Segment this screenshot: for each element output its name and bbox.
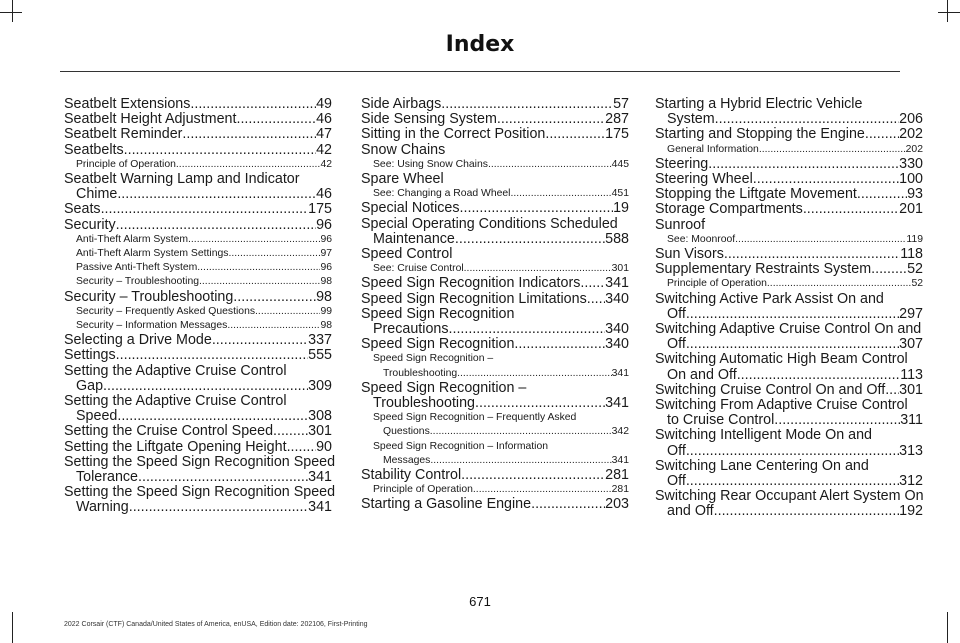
index-subentry — [655, 143, 923, 157]
index-entry-label: Questions — [383, 426, 430, 438]
index-page-ref: 341 — [605, 275, 629, 292]
dot-leader — [708, 157, 899, 172]
dot-leader — [774, 413, 900, 428]
index-entry-label: Messages — [383, 454, 431, 466]
index-entry — [64, 218, 332, 233]
dot-leader — [464, 262, 612, 276]
dot-leader — [724, 247, 900, 262]
index-page-ref: 96 — [320, 262, 332, 274]
dot-leader — [715, 112, 899, 127]
index-column-1 — [64, 96, 336, 516]
index-subentry — [655, 233, 923, 247]
index-entry-label: Anti-Theft Alarm System Settings — [76, 248, 229, 260]
index-entry — [64, 112, 332, 127]
index-entry-label: Off — [667, 305, 686, 322]
index-entry-label: Starting a Gasoline Engine — [361, 496, 532, 513]
index-page-ref: 588 — [605, 230, 629, 247]
index-subentry — [64, 233, 332, 247]
dot-leader — [117, 187, 316, 202]
index-page-ref: 119 — [906, 233, 923, 245]
index-page-ref: 96 — [320, 233, 332, 245]
index-entry-label: Seats — [64, 201, 101, 218]
dot-leader — [753, 172, 899, 187]
index-entry-label: Switching Cruise Control On and Off — [655, 381, 886, 398]
index-page-ref: 341 — [611, 367, 629, 379]
index-entry-label: Seatbelts — [64, 141, 124, 158]
index-entry-label: General Information — [667, 143, 759, 155]
dot-leader — [461, 468, 605, 483]
index-subentry — [64, 247, 332, 261]
index-entry-label: Selecting a Drive Mode — [64, 332, 212, 349]
index-entry-label: Setting the Liftgate Opening Height — [64, 438, 287, 455]
index-subentry — [361, 352, 629, 380]
index-entry — [64, 333, 332, 348]
index-page-ref: 175 — [308, 201, 332, 218]
index-page-ref: 313 — [899, 442, 923, 459]
index-entry-label: Security – Troubleshooting — [64, 288, 234, 305]
index-entry-label: Principle of Operation — [667, 278, 767, 290]
index-entry-label: Troubleshooting — [373, 395, 475, 412]
dot-leader — [101, 202, 309, 217]
index-page-ref: 42 — [316, 141, 332, 158]
index-entry — [655, 398, 923, 428]
index-subentry — [64, 261, 332, 275]
index-entry — [655, 322, 923, 352]
title-divider — [60, 71, 900, 72]
index-entry — [361, 468, 629, 483]
index-page-ref: 97 — [320, 248, 332, 260]
index-page-ref: 281 — [611, 484, 629, 496]
index-entry-heading: Setting the Adaptive Cruise Control — [64, 393, 287, 410]
dot-leader — [188, 233, 320, 247]
crop-mark-top-left-horizontal — [0, 12, 22, 13]
index-page-ref: 287 — [605, 111, 629, 128]
crop-mark-top-right-vertical — [947, 0, 948, 22]
index-entry-heading: Switching Active Park Assist On and — [655, 290, 884, 307]
index-subentry — [64, 158, 332, 172]
index-page-ref: 98 — [320, 320, 332, 332]
index-entry-label: Chime — [76, 186, 118, 203]
index-entry-heading: Setting the Adaptive Cruise Control — [64, 362, 287, 379]
index-entry — [64, 172, 332, 202]
dot-leader — [212, 333, 308, 348]
index-entry — [64, 97, 332, 112]
index-entry — [655, 247, 923, 262]
index-entry — [655, 383, 923, 398]
index-entry — [361, 292, 629, 307]
index-entry — [64, 484, 336, 516]
index-page-ref: 342 — [611, 426, 629, 438]
index-entry-label: Speed Sign Recognition Indicators — [361, 275, 581, 292]
index-entry — [64, 143, 332, 158]
dot-leader — [473, 483, 612, 497]
index-page-ref: 113 — [900, 366, 923, 383]
index-page-ref: 47 — [316, 126, 332, 143]
index-entry-label: Sun Visors — [655, 246, 724, 263]
index-page-ref: 202 — [905, 143, 923, 155]
index-entry-label: Special Notices — [361, 200, 460, 217]
index-page-ref: 555 — [308, 347, 332, 364]
index-entry — [64, 202, 332, 217]
index-entry-heading: Switching Lane Centering On and — [655, 457, 869, 474]
index-entry — [655, 187, 923, 202]
dot-leader — [287, 440, 317, 455]
index-page-ref: 90 — [316, 438, 332, 455]
index-page-ref: 281 — [605, 467, 629, 484]
index-entry-heading: Starting a Hybrid Electric Vehicle — [655, 96, 863, 112]
index-entry-label: Security – Information Messages — [76, 320, 228, 332]
index-page-ref: 311 — [900, 412, 923, 429]
index-entry — [361, 127, 629, 142]
index-entry-label: Passive Anti-Theft System — [76, 262, 198, 274]
index-entry-label: Stopping the Liftgate Movement — [655, 186, 857, 203]
index-entry-heading: Switching Automatic High Beam Control — [655, 351, 908, 368]
dot-leader — [714, 504, 900, 519]
dot-leader — [767, 277, 912, 291]
index-subentry — [64, 305, 332, 319]
index-entry-heading: Switching Intelligent Mode On and — [655, 427, 872, 444]
index-entry — [64, 127, 332, 142]
index-entry-heading: Speed Sign Recognition – — [373, 353, 494, 365]
index-page-ref: 330 — [899, 155, 923, 172]
index-entry-label: Warning — [76, 499, 129, 516]
index-subentry — [361, 187, 629, 201]
index-entry-heading: Speed Sign Recognition – Frequently Asked — [373, 412, 577, 424]
index-entry-label: Security – Troubleshooting — [76, 276, 200, 288]
index-entry-label: Stability Control — [361, 467, 462, 484]
dot-leader — [199, 275, 320, 289]
index-entry — [655, 459, 923, 489]
dot-leader — [885, 383, 899, 398]
index-entry-label: Speed — [76, 408, 118, 425]
index-entry-label: Steering Wheel — [655, 171, 753, 188]
index-entry — [655, 428, 923, 458]
index-page-ref: 301 — [611, 263, 629, 275]
index-entry — [361, 247, 629, 262]
index-entry — [361, 97, 629, 112]
index-entry — [361, 201, 629, 216]
index-entry-label: Off — [667, 442, 686, 459]
index-page-ref: 341 — [308, 469, 332, 486]
dot-leader — [124, 143, 316, 158]
index-page-ref: 49 — [316, 96, 332, 112]
index-subentry — [361, 262, 629, 276]
dot-leader — [182, 127, 316, 142]
index-entry — [64, 348, 332, 363]
index-entry-heading: Setting the Speed Sign Recognition Speed — [64, 453, 336, 470]
index-entry-label: System — [667, 111, 715, 128]
index-page-ref: 99 — [320, 305, 332, 317]
index-subentry — [361, 440, 629, 468]
index-page-ref: 340 — [605, 290, 629, 307]
dot-leader — [228, 247, 320, 261]
index-subentry — [64, 275, 332, 289]
index-entry — [361, 497, 629, 512]
index-entry-label: Off — [667, 473, 686, 490]
dot-leader — [871, 262, 907, 277]
index-entry-label: Anti-Theft Alarm System — [76, 233, 189, 245]
dot-leader — [686, 474, 899, 489]
dot-leader — [759, 143, 906, 157]
dot-leader — [138, 470, 308, 485]
index-page-ref: 96 — [316, 216, 332, 233]
index-entry-label: Seatbelt Reminder — [64, 126, 183, 143]
index-subentry — [361, 411, 629, 439]
index-entry-label: Speed Sign Recognition Limitations — [361, 290, 587, 307]
index-page-ref: 46 — [316, 186, 332, 203]
index-entry — [361, 112, 629, 127]
index-page-ref: 341 — [611, 454, 629, 466]
index-entry — [655, 262, 923, 277]
index-entry — [655, 127, 923, 142]
index-page-ref: 118 — [900, 246, 923, 263]
crop-mark-top-right-horizontal — [938, 12, 960, 13]
crop-mark-bottom-left-vertical — [12, 612, 13, 643]
index-page-ref: 340 — [605, 336, 629, 353]
dot-leader — [197, 261, 320, 275]
index-page-ref: 297 — [899, 305, 923, 322]
dot-leader — [430, 425, 612, 439]
dot-leader — [587, 292, 605, 307]
index-entry-label: Spare Wheel — [361, 171, 444, 188]
index-entry-heading: Seatbelt Warning Lamp and Indicator — [64, 171, 300, 188]
dot-leader — [176, 158, 321, 172]
index-subentry — [361, 483, 629, 497]
dot-leader — [460, 201, 614, 216]
index-page-ref: 309 — [308, 377, 332, 394]
index-entry-heading: Special Operating Conditions Scheduled — [361, 215, 618, 232]
index-entry-label: to Cruise Control — [667, 412, 775, 429]
dot-leader — [116, 348, 308, 363]
index-entry — [64, 424, 332, 439]
dot-leader — [455, 232, 605, 247]
dot-leader — [449, 322, 606, 337]
dot-leader — [737, 368, 901, 383]
dot-leader — [735, 233, 906, 247]
index-page-ref: 175 — [605, 126, 629, 143]
index-entry-label: Security — [64, 216, 116, 233]
dot-leader — [545, 127, 605, 142]
dot-leader — [233, 290, 316, 305]
index-entry-label: Supplementary Restraints System — [655, 261, 872, 278]
dot-leader — [457, 367, 612, 381]
dot-leader — [116, 218, 316, 233]
index-page-ref: 341 — [605, 395, 629, 412]
index-entry — [655, 292, 923, 322]
index-page-ref: 307 — [899, 336, 923, 353]
dot-leader — [865, 127, 899, 142]
index-entry-label: Tolerance — [76, 469, 138, 486]
index-entry — [655, 97, 923, 127]
index-page-ref: 451 — [611, 188, 629, 200]
index-entry-heading: Speed Sign Recognition — [361, 305, 515, 322]
index-entry — [361, 381, 629, 411]
dot-leader — [236, 112, 316, 127]
index-entry — [64, 453, 336, 486]
index-entry — [361, 217, 629, 247]
index-entry-label: Maintenance — [373, 230, 455, 247]
index-entry-label: Settings — [64, 347, 116, 364]
index-entry-label: Speed Sign Recognition — [361, 336, 515, 353]
dot-leader — [273, 424, 308, 439]
index-entry — [361, 276, 629, 291]
index-page-ref: 98 — [320, 276, 332, 288]
index-page-ref: 202 — [899, 126, 923, 143]
index-entry-label: See: Moonroof — [667, 233, 736, 245]
index-entry-label: Seatbelt Height Adjustment — [64, 111, 237, 128]
index-page-ref: 52 — [911, 278, 923, 290]
index-entry-label: Storage Compartments — [655, 201, 803, 218]
index-entry — [361, 143, 629, 158]
index-entry — [655, 218, 923, 233]
index-entry-label: Snow Chains — [361, 141, 446, 158]
index-page-ref: 100 — [899, 171, 923, 188]
index-entry-label: Side Airbags — [361, 96, 442, 112]
index-entry-label: Security – Frequently Asked Questions — [76, 305, 256, 317]
footer-edition-text: 2022 Corsair (CTF) Canada/United States of America, enUSA, Edition date: 202106, First-Printing — [64, 621, 368, 628]
dot-leader — [475, 396, 605, 411]
index-entry-label: Side Sensing System — [361, 111, 497, 128]
index-page-ref: 337 — [308, 332, 332, 349]
index-entry-label: Principle of Operation — [373, 484, 473, 496]
index-entry-label: Sunroof — [655, 216, 706, 233]
dot-leader — [686, 307, 899, 322]
index-entry-label: See: Using Snow Chains — [373, 158, 488, 170]
index-page-ref: 312 — [899, 473, 923, 490]
dot-leader — [117, 409, 308, 424]
index-entry — [64, 440, 332, 455]
index-page-ref: 301 — [308, 423, 332, 440]
dot-leader — [686, 444, 899, 459]
index-entry — [64, 364, 332, 394]
index-page-ref: 192 — [899, 503, 923, 520]
index-entry-label: Setting the Cruise Control Speed — [64, 423, 274, 440]
index-page-ref: 93 — [907, 186, 923, 203]
index-page-ref: 340 — [605, 321, 629, 338]
index-entry-heading: Switching From Adaptive Cruise Control — [655, 397, 908, 414]
dot-leader — [514, 337, 605, 352]
dot-leader — [441, 97, 613, 112]
index-entry-heading: Switching Adaptive Cruise Control On and — [655, 321, 922, 338]
index-entry-heading: Speed Sign Recognition – — [361, 379, 527, 396]
index-entry-label: and Off — [667, 503, 714, 520]
index-entry — [655, 202, 923, 217]
index-entry — [655, 352, 923, 382]
dot-leader — [803, 202, 899, 217]
index-entry-label: Principle of Operation — [76, 158, 176, 170]
page-number: 671 — [469, 594, 491, 609]
index-page-ref: 206 — [899, 111, 923, 128]
index-entry-label: Seatbelt Extensions — [64, 96, 191, 112]
dot-leader — [255, 305, 320, 319]
dot-leader — [497, 112, 605, 127]
index-page-ref: 203 — [605, 496, 629, 513]
index-entry-heading: Setting the Speed Sign Recognition Speed — [64, 484, 336, 501]
index-page-ref: 52 — [907, 261, 923, 278]
dot-leader — [510, 187, 611, 201]
dot-leader — [103, 379, 308, 394]
index-entry-label: On and Off — [667, 366, 737, 383]
index-entry-label: See: Cruise Control — [373, 263, 464, 275]
index-entry — [655, 489, 923, 519]
index-subentry — [361, 158, 629, 172]
index-page-ref: 46 — [316, 111, 332, 128]
index-page-ref: 98 — [316, 288, 332, 305]
dot-leader — [531, 497, 605, 512]
dot-leader — [580, 276, 605, 291]
index-page-ref: 19 — [613, 200, 629, 217]
dot-leader — [488, 158, 612, 172]
index-column-2 — [361, 97, 629, 513]
dot-leader — [227, 319, 320, 333]
index-entry-label: Starting and Stopping the Engine — [655, 126, 865, 143]
index-entry-label: Steering — [655, 155, 709, 172]
index-page-ref: 42 — [320, 158, 332, 170]
index-entry-label: Precautions — [373, 321, 449, 338]
index-page-ref: 201 — [899, 201, 923, 218]
index-entry — [64, 394, 332, 424]
dot-leader — [190, 97, 316, 112]
dot-leader — [857, 187, 907, 202]
index-page-ref: 57 — [613, 96, 629, 112]
crop-mark-top-left-vertical — [12, 0, 13, 22]
index-entry-label: See: Changing a Road Wheel — [373, 188, 511, 200]
dot-leader — [129, 500, 308, 515]
index-subentry — [64, 319, 332, 333]
index-entry — [655, 172, 923, 187]
index-entry-label: Troubleshooting — [383, 367, 458, 379]
index-entry — [361, 307, 629, 337]
index-column-3 — [655, 97, 923, 520]
dot-leader — [430, 454, 611, 468]
index-page-ref: 445 — [611, 158, 629, 170]
index-entry — [361, 337, 629, 352]
index-subentry — [655, 277, 923, 291]
index-entry-heading: Speed Sign Recognition – Information — [373, 440, 549, 452]
index-entry — [361, 172, 629, 187]
index-entry — [64, 290, 332, 305]
dot-leader — [686, 337, 899, 352]
index-entry-label: Off — [667, 336, 686, 353]
index-page-ref: 301 — [899, 381, 923, 398]
index-entry-heading: Switching Rear Occupant Alert System On — [655, 488, 924, 505]
index-page-ref: 341 — [308, 499, 332, 516]
crop-mark-bottom-right-vertical — [947, 612, 948, 643]
page-title: Index — [445, 32, 515, 57]
index-entry-label: Sitting in the Correct Position — [361, 126, 546, 143]
index-entry — [655, 157, 923, 172]
index-page-ref: 308 — [308, 408, 332, 425]
index-entry-label: Gap — [76, 377, 104, 394]
index-entry-label: Speed Control — [361, 246, 453, 263]
